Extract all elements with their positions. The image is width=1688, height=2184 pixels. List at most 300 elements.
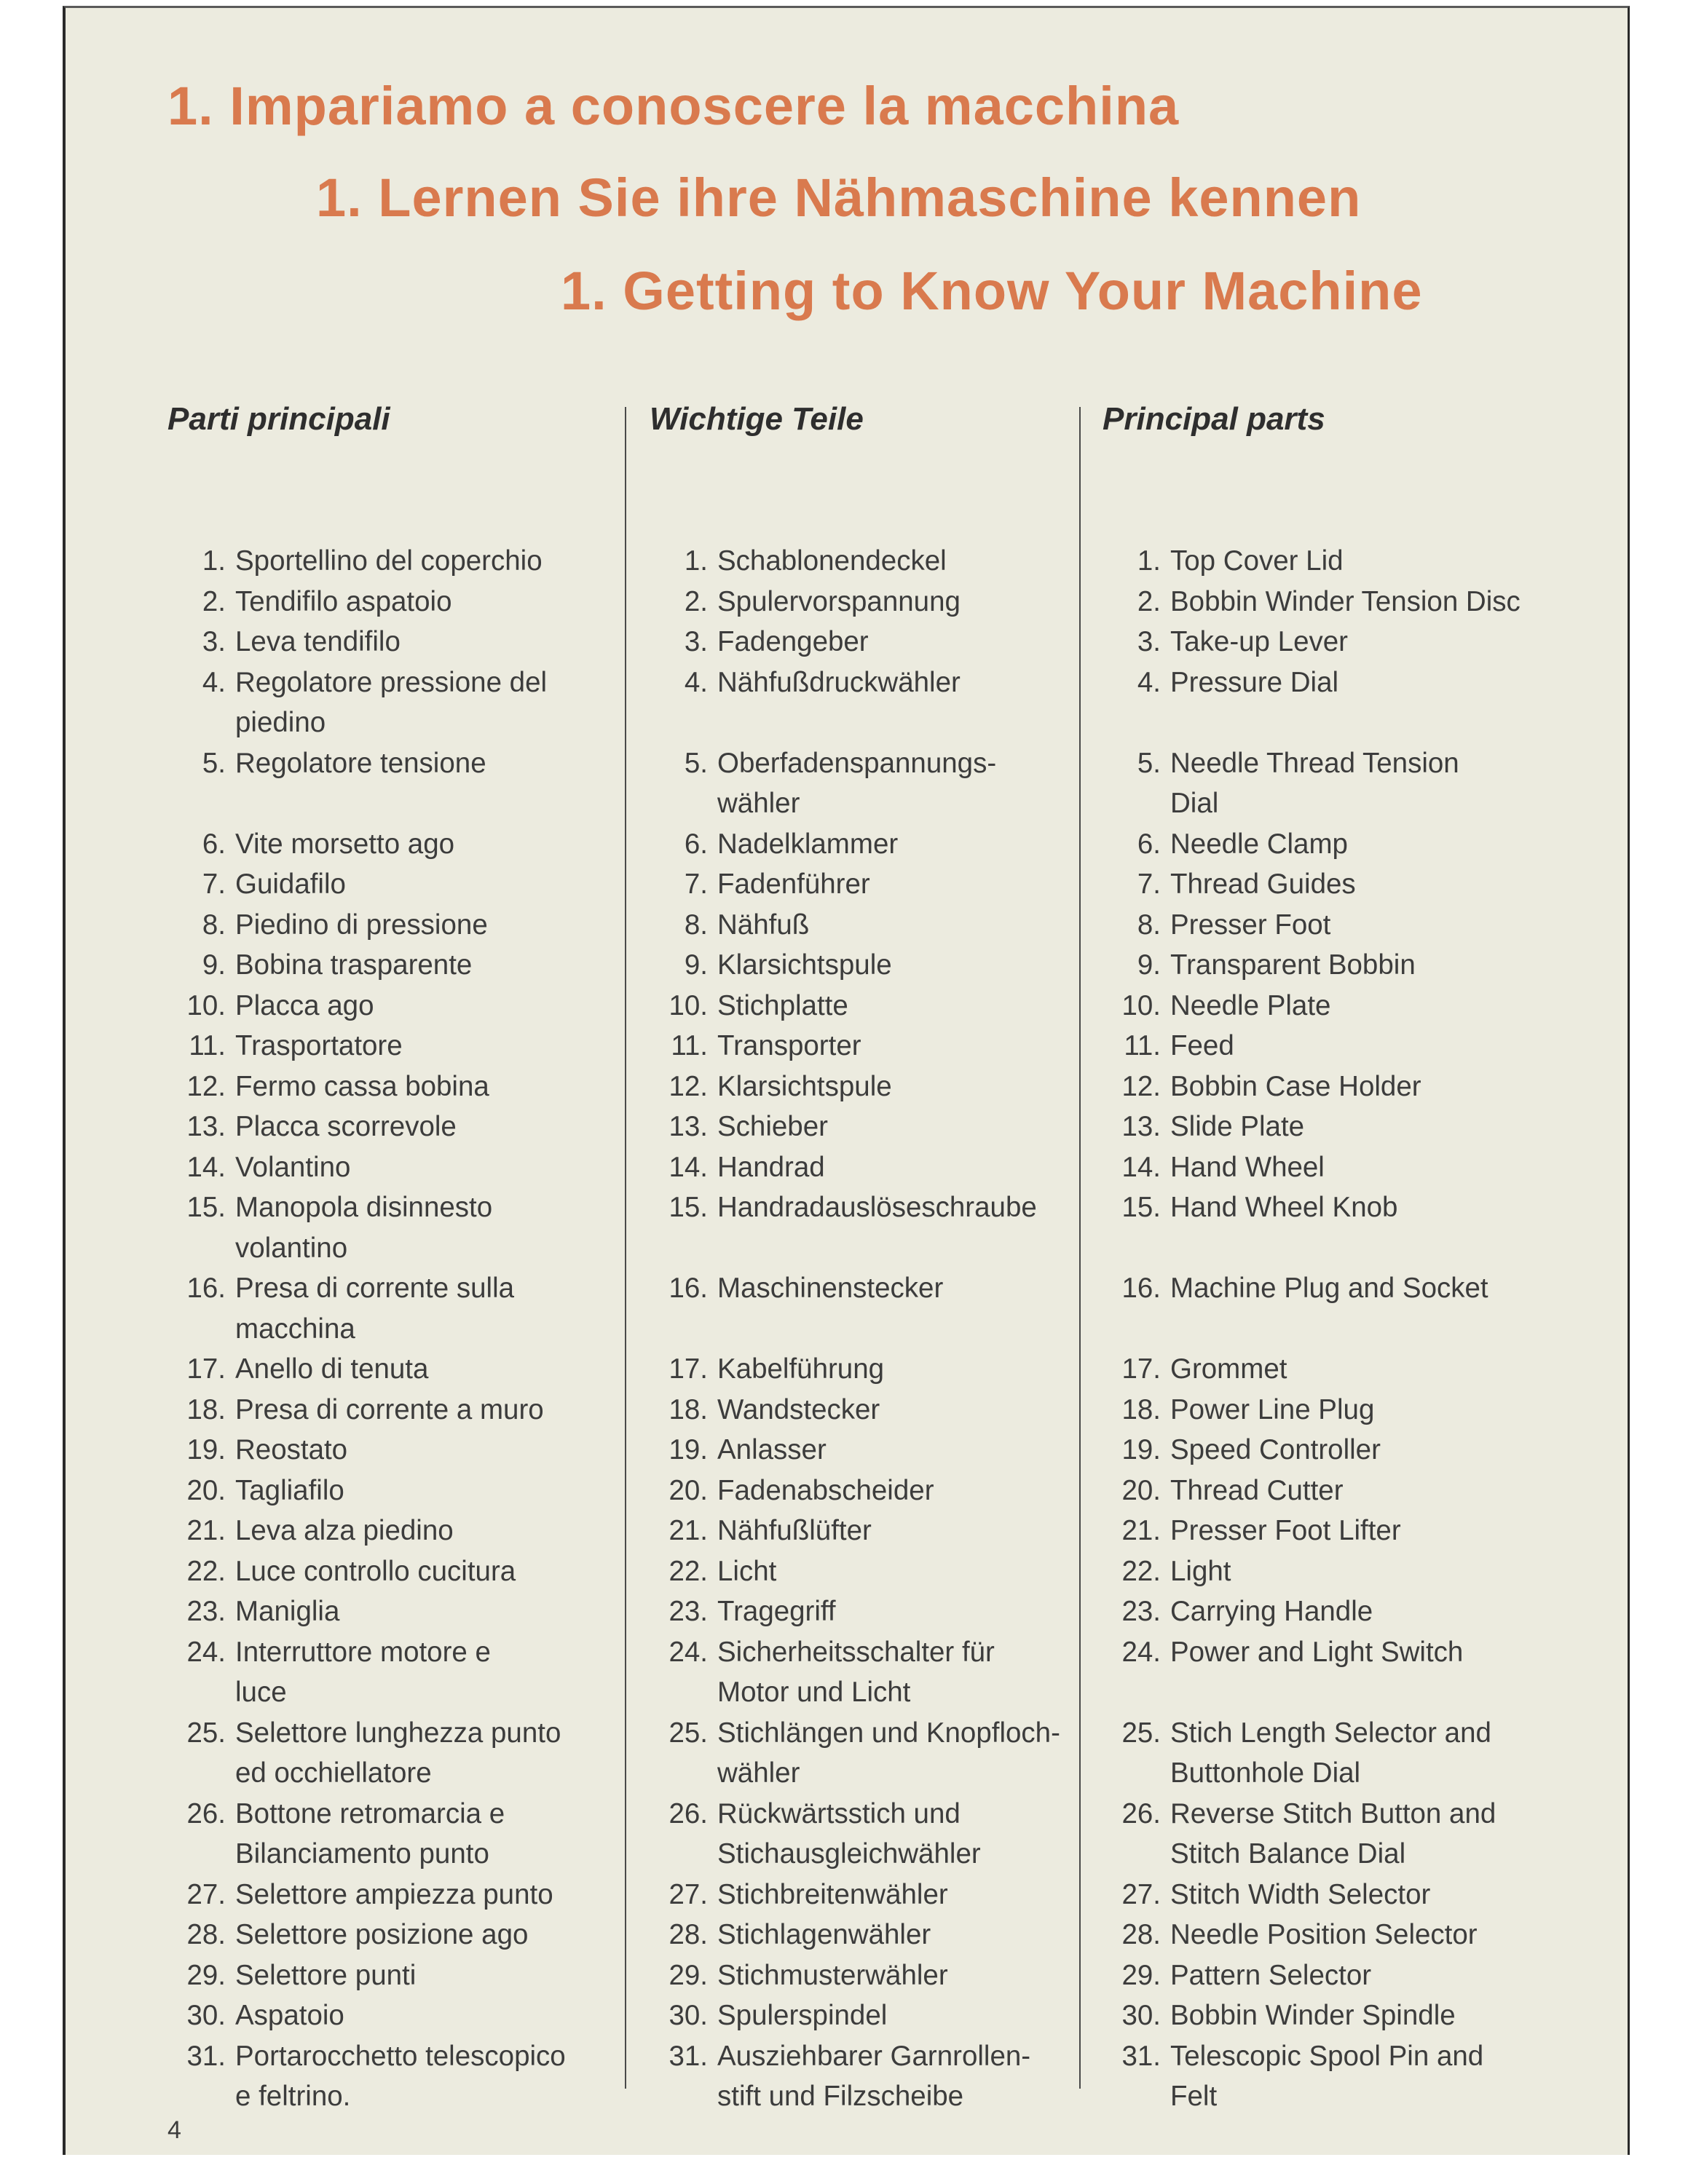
part-number [167, 1672, 235, 1713]
part-item [167, 541, 543, 582]
part-number: 11. [189, 1030, 226, 1061]
part-number: 31. [186, 2040, 226, 2072]
part-label: Needle Clamp [1170, 828, 1348, 860]
part-label: Thread Guides [1170, 869, 1356, 900]
part-item [650, 1107, 828, 1147]
part-number [650, 783, 717, 824]
part-number [650, 2076, 717, 2117]
part-label: Maniglia [235, 1596, 340, 1627]
part-label: Piedino di pressione [235, 909, 488, 941]
part-number: 20. [186, 1474, 226, 1506]
column-header-german: Wichtige Teile [650, 401, 864, 437]
part-item [650, 1875, 948, 1915]
part-label: Presser Foot [1170, 909, 1331, 941]
part-item [1103, 1187, 1397, 1228]
part-label: Manopola disinnesto [235, 1192, 493, 1223]
part-item [167, 2036, 566, 2077]
part-label: Maschinenstecker [717, 1273, 944, 1304]
part-label: Grommet [1170, 1353, 1287, 1385]
part-item [167, 824, 454, 865]
part-number: 15. [186, 1192, 226, 1223]
part-label: Anlasser [717, 1434, 827, 1465]
part-label: Stichbreitenwähler [717, 1878, 948, 1910]
part-number: 7. [684, 869, 708, 900]
part-number: 19. [669, 1434, 708, 1465]
part-item-continuation [1103, 783, 1218, 824]
part-label: Luce controllo cucitura [235, 1555, 516, 1587]
part-item [167, 1955, 416, 1996]
part-label: Nähfußdruckwähler [717, 666, 961, 698]
part-label: Stitch Balance Dial [1170, 1838, 1406, 1870]
part-label: Hand Wheel Knob [1170, 1192, 1398, 1223]
part-label: Stichplatte [717, 989, 848, 1021]
part-item [1103, 1511, 1401, 1551]
part-number: 3. [202, 626, 226, 657]
part-number: 17. [669, 1353, 708, 1385]
part-number: 5. [202, 747, 226, 779]
part-item [650, 1915, 931, 1955]
part-number: 13. [669, 1111, 708, 1142]
part-item [167, 1471, 344, 1511]
part-item [167, 1551, 516, 1592]
part-item [650, 905, 809, 946]
part-number: 16. [186, 1273, 226, 1304]
part-item [167, 1390, 544, 1431]
part-number: 9. [202, 949, 226, 981]
part-number: 23. [669, 1596, 708, 1627]
part-item [167, 622, 401, 662]
part-label: stift und Filzscheibe [717, 2081, 964, 2112]
part-label: macchina [235, 1313, 355, 1345]
part-item [1103, 1147, 1325, 1188]
part-item [650, 1349, 884, 1390]
part-label: Dial [1170, 788, 1219, 819]
part-item [650, 1430, 827, 1471]
part-number: 24. [1121, 1636, 1161, 1668]
part-number [650, 1834, 717, 1875]
part-item [167, 1915, 528, 1955]
part-number [650, 1672, 717, 1713]
part-item [1103, 743, 1459, 784]
page-number: 4 [167, 2116, 181, 2144]
part-label: Felt [1170, 2081, 1218, 2112]
part-label: Tragegriff [717, 1596, 836, 1627]
part-label: e feltrino. [235, 2081, 351, 2112]
part-number [167, 1834, 235, 1875]
part-number: 16. [1121, 1273, 1161, 1304]
title-german: 1. Lernen Sie ihre Nähmaschine kennen [316, 167, 1362, 228]
part-label: Guidafilo [235, 869, 346, 900]
part-item [1103, 1995, 1456, 2036]
part-number: 10. [1121, 989, 1161, 1021]
part-label: Nadelklammer [717, 828, 899, 860]
part-label: Reverse Stitch Button and [1170, 1797, 1496, 1829]
title-english: 1. Getting to Know Your Machine [561, 261, 1423, 321]
part-item [1103, 1713, 1491, 1754]
part-label: volantino [235, 1232, 348, 1264]
part-item [650, 1390, 880, 1431]
part-label: Schablonendeckel [717, 545, 947, 577]
part-item [1103, 582, 1521, 622]
part-number: 18. [669, 1393, 708, 1425]
part-label: Power and Light Switch [1170, 1636, 1464, 1668]
part-number [1103, 783, 1170, 824]
part-number: 22. [1121, 1555, 1161, 1587]
part-label: Kabelführung [717, 1353, 885, 1385]
part-item [1103, 1875, 1430, 1915]
part-number: 23. [1121, 1596, 1161, 1627]
part-label: Pattern Selector [1170, 1959, 1372, 1991]
part-label: Stich Length Selector and [1170, 1717, 1491, 1749]
part-label: Selettore lunghezza punto [235, 1717, 561, 1749]
part-item-continuation [1103, 2076, 1217, 2117]
part-item [167, 1511, 454, 1551]
part-label: Needle Position Selector [1170, 1919, 1478, 1950]
part-label: Bobina trasparente [235, 949, 473, 981]
part-label: Fadenabscheider [717, 1474, 934, 1506]
part-number [167, 2076, 235, 2117]
part-number: 29. [1121, 1959, 1161, 1991]
part-label: Sicherheitsschalter für [717, 1636, 995, 1668]
part-item [1103, 1268, 1488, 1309]
part-item [650, 986, 848, 1026]
part-item [650, 1187, 1037, 1228]
part-number: 22. [186, 1555, 226, 1587]
part-number: 6. [1137, 828, 1161, 860]
part-item [167, 1632, 491, 1673]
part-label: Interruttore motore e [235, 1636, 491, 1668]
column-header-italian: Parti principali [167, 401, 390, 437]
part-label: Buttonhole Dial [1170, 1757, 1361, 1789]
part-item [167, 1995, 344, 2036]
part-item [167, 1794, 505, 1835]
part-label: Handrad [717, 1151, 825, 1183]
part-label: Feed [1170, 1030, 1234, 1061]
part-number: 30. [186, 2000, 226, 2031]
part-item [1103, 1430, 1381, 1471]
part-label: Oberfadenspannungs- [717, 747, 997, 779]
part-item [650, 1511, 872, 1551]
part-label: Placca scorrevole [235, 1111, 457, 1142]
part-number: 10. [669, 989, 708, 1021]
part-label: Presser Foot Lifter [1170, 1515, 1401, 1546]
part-number: 22. [669, 1555, 708, 1587]
manual-page [63, 6, 1630, 2155]
part-number: 21. [186, 1515, 226, 1546]
part-number: 20. [1121, 1474, 1161, 1506]
part-label: Klarsichtspule [717, 949, 892, 981]
part-item [650, 622, 869, 662]
part-item [650, 1067, 892, 1107]
part-label: Fadengeber [717, 626, 869, 657]
part-item [650, 824, 898, 865]
part-label: Presa di corrente sulla [235, 1273, 515, 1304]
part-number: 5. [1137, 747, 1161, 779]
part-number: 31. [669, 2040, 708, 2072]
part-number: 19. [1121, 1434, 1161, 1465]
part-label: Nähfußlüfter [717, 1515, 872, 1546]
part-item [650, 1551, 776, 1592]
part-label: Slide Plate [1170, 1111, 1305, 1142]
part-label: piedino [235, 707, 326, 738]
part-label: Ausziehbarer Garnrollen- [717, 2040, 1031, 2072]
part-number: 30. [1121, 2000, 1161, 2031]
part-label: Selettore punti [235, 1959, 417, 1991]
part-item [650, 1147, 825, 1188]
part-number: 15. [1121, 1192, 1161, 1223]
part-item [167, 1147, 350, 1188]
part-number: 11. [671, 1030, 708, 1061]
part-number: 1. [202, 545, 226, 577]
part-item [167, 1268, 514, 1309]
column-divider [1079, 407, 1081, 2089]
part-number: 9. [1137, 949, 1161, 981]
part-number: 29. [186, 1959, 226, 1991]
part-number: 26. [186, 1797, 226, 1829]
part-label: Speed Controller [1170, 1434, 1381, 1465]
part-item [1103, 1551, 1231, 1592]
part-label: Leva tendifilo [235, 626, 401, 657]
part-number [167, 1228, 235, 1269]
part-item [1103, 1915, 1478, 1955]
part-label: Anello di tenuta [235, 1353, 429, 1385]
part-label: Licht [717, 1555, 777, 1587]
part-label: Reostato [235, 1434, 348, 1465]
part-number: 24. [186, 1636, 226, 1668]
part-label: Selettore ampiezza punto [235, 1878, 553, 1910]
part-number: 18. [1121, 1393, 1161, 1425]
part-item [650, 1471, 934, 1511]
part-label: Take-up Lever [1170, 626, 1348, 657]
part-label: Tendifilo aspatoio [235, 585, 452, 617]
part-label: ed occhiellatore [235, 1757, 432, 1789]
part-item [650, 2036, 1030, 2077]
part-item-continuation [167, 1753, 432, 1794]
part-number: 27. [186, 1878, 226, 1910]
part-number: 4. [1137, 666, 1161, 698]
part-number: 17. [186, 1353, 226, 1385]
part-number: 13. [1121, 1111, 1161, 1142]
part-item-continuation [1103, 1834, 1405, 1875]
part-item [650, 1995, 887, 2036]
part-item [1103, 622, 1348, 662]
part-label: Bottone retromarcia e [235, 1797, 505, 1829]
part-label: wähler [717, 788, 800, 819]
part-number: 19. [186, 1434, 226, 1465]
part-label: Motor und Licht [717, 1677, 911, 1708]
part-label: Power Line Plug [1170, 1393, 1375, 1425]
part-item [650, 864, 870, 905]
part-label: Telescopic Spool Pin and [1170, 2040, 1484, 2072]
part-number [650, 1753, 717, 1794]
part-number: 10. [186, 989, 226, 1021]
part-number: 8. [684, 909, 708, 941]
part-item [1103, 541, 1344, 582]
part-item [650, 541, 947, 582]
part-number: 14. [1121, 1151, 1161, 1183]
part-label: Spulervorspannung [717, 585, 961, 617]
part-item-continuation [650, 1834, 981, 1875]
part-number: 28. [1121, 1919, 1161, 1950]
part-label: Volantino [235, 1151, 351, 1183]
part-item [1103, 824, 1348, 865]
part-number: 6. [202, 828, 226, 860]
part-item [167, 1107, 457, 1147]
part-label: Carrying Handle [1170, 1596, 1373, 1627]
part-label: Top Cover Lid [1170, 545, 1344, 577]
part-number: 12. [1121, 1070, 1161, 1102]
part-item [167, 864, 346, 905]
part-number: 26. [669, 1797, 708, 1829]
part-number: 8. [202, 909, 226, 941]
part-item [167, 1875, 553, 1915]
part-label: Pressure Dial [1170, 666, 1339, 698]
part-item-continuation [650, 1753, 800, 1794]
part-number: 3. [1137, 626, 1161, 657]
part-item [1103, 945, 1416, 986]
part-label: Vite morsetto ago [235, 828, 455, 860]
part-label: Sportellino del coperchio [235, 545, 543, 577]
part-item-continuation [167, 1834, 489, 1875]
part-label: Needle Thread Tension [1170, 747, 1459, 779]
part-item-continuation [167, 1309, 355, 1350]
part-item [1103, 864, 1356, 905]
part-number: 3. [684, 626, 708, 657]
part-number: 5. [684, 747, 708, 779]
part-number: 28. [669, 1919, 708, 1950]
part-number [167, 703, 235, 743]
part-number: 20. [669, 1474, 708, 1506]
part-item [1103, 2036, 1483, 2077]
part-label: Stitch Width Selector [1170, 1878, 1431, 1910]
part-number: 23. [186, 1596, 226, 1627]
part-item [167, 662, 547, 703]
part-label: Bobbin Winder Tension Disc [1170, 585, 1521, 617]
part-item [167, 1187, 492, 1228]
part-number: 28. [186, 1919, 226, 1950]
part-label: Light [1170, 1555, 1231, 1587]
part-item [650, 1713, 1060, 1754]
part-item [167, 1349, 428, 1390]
part-label: Machine Plug and Socket [1170, 1273, 1488, 1304]
part-item [167, 986, 374, 1026]
part-label: Nähfuß [717, 909, 810, 941]
part-number: 4. [684, 666, 708, 698]
part-label: Selettore posizione ago [235, 1919, 529, 1950]
part-item [1103, 1349, 1287, 1390]
part-number: 29. [669, 1959, 708, 1991]
part-item [650, 1268, 943, 1309]
part-number [1103, 1834, 1170, 1875]
part-number: 26. [1121, 1797, 1161, 1829]
part-label: Wandstecker [717, 1393, 880, 1425]
part-item-continuation [167, 703, 326, 743]
part-number: 27. [669, 1878, 708, 1910]
part-item [1103, 1107, 1304, 1147]
part-number: 12. [186, 1070, 226, 1102]
column-divider [625, 407, 626, 2089]
part-number [1103, 2076, 1170, 2117]
part-number: 27. [1121, 1878, 1161, 1910]
column-header-english: Principal parts [1103, 401, 1325, 437]
part-item [1103, 1591, 1373, 1632]
part-number: 8. [1137, 909, 1161, 941]
part-item [167, 1026, 403, 1067]
part-label: Stichausgleichwähler [717, 1838, 981, 1870]
part-number: 1. [684, 545, 708, 577]
part-item [650, 945, 892, 986]
part-label: luce [235, 1677, 287, 1708]
part-item [650, 582, 961, 622]
part-item [1103, 1794, 1496, 1835]
part-item [167, 1430, 347, 1471]
part-number: 15. [669, 1192, 708, 1223]
part-item-continuation [167, 1672, 287, 1713]
part-label: Stichlagenwähler [717, 1919, 931, 1950]
part-number: 7. [1137, 869, 1161, 900]
title-italian: 1. Impariamo a conoscere la macchina [167, 76, 1180, 136]
part-label: Trasportatore [235, 1030, 403, 1061]
part-item [1103, 1632, 1463, 1673]
part-item [650, 1026, 861, 1067]
part-label: Spulerspindel [717, 2000, 888, 2031]
part-label: Hand Wheel [1170, 1151, 1325, 1183]
part-label: Handradauslöseschraube [717, 1192, 1037, 1223]
part-number [167, 1309, 235, 1350]
part-number: 21. [669, 1515, 708, 1546]
part-number: 4. [202, 666, 226, 698]
part-item-continuation [650, 1672, 910, 1713]
part-number: 7. [202, 869, 226, 900]
part-number: 2. [202, 585, 226, 617]
part-number: 31. [1121, 2040, 1161, 2072]
part-number [1103, 1753, 1170, 1794]
part-item [650, 662, 961, 703]
part-number: 2. [684, 585, 708, 617]
part-item-continuation [167, 1228, 347, 1269]
part-item [167, 905, 488, 946]
part-label: Stichlängen und Knopfloch- [717, 1717, 1060, 1749]
part-number: 14. [186, 1151, 226, 1183]
part-label: Rückwärtsstich und [717, 1797, 961, 1829]
part-number: 16. [669, 1273, 708, 1304]
part-item [1103, 662, 1338, 703]
part-label: Regolatore pressione del [235, 666, 548, 698]
part-item [167, 582, 452, 622]
part-number [167, 1753, 235, 1794]
part-label: Tagliafilo [235, 1474, 344, 1506]
part-number: 25. [669, 1717, 708, 1749]
part-item-continuation [167, 2076, 350, 2117]
part-label: Placca ago [235, 989, 374, 1021]
part-item [650, 1632, 995, 1673]
part-item [167, 1067, 489, 1107]
part-label: Portarocchetto telescopico [235, 2040, 566, 2072]
part-item [167, 945, 472, 986]
part-label: Transparent Bobbin [1170, 949, 1416, 981]
part-item [1103, 1390, 1374, 1431]
part-number: 25. [1121, 1717, 1161, 1749]
part-number: 1. [1137, 545, 1161, 577]
part-item [1103, 1026, 1234, 1067]
part-item [1103, 1067, 1421, 1107]
part-label: Needle Plate [1170, 989, 1331, 1021]
part-label: Fermo cassa bobina [235, 1070, 489, 1102]
part-number: 25. [186, 1717, 226, 1749]
part-number: 12. [669, 1070, 708, 1102]
part-item [650, 1591, 836, 1632]
part-label: Bobbin Winder Spindle [1170, 2000, 1456, 2031]
